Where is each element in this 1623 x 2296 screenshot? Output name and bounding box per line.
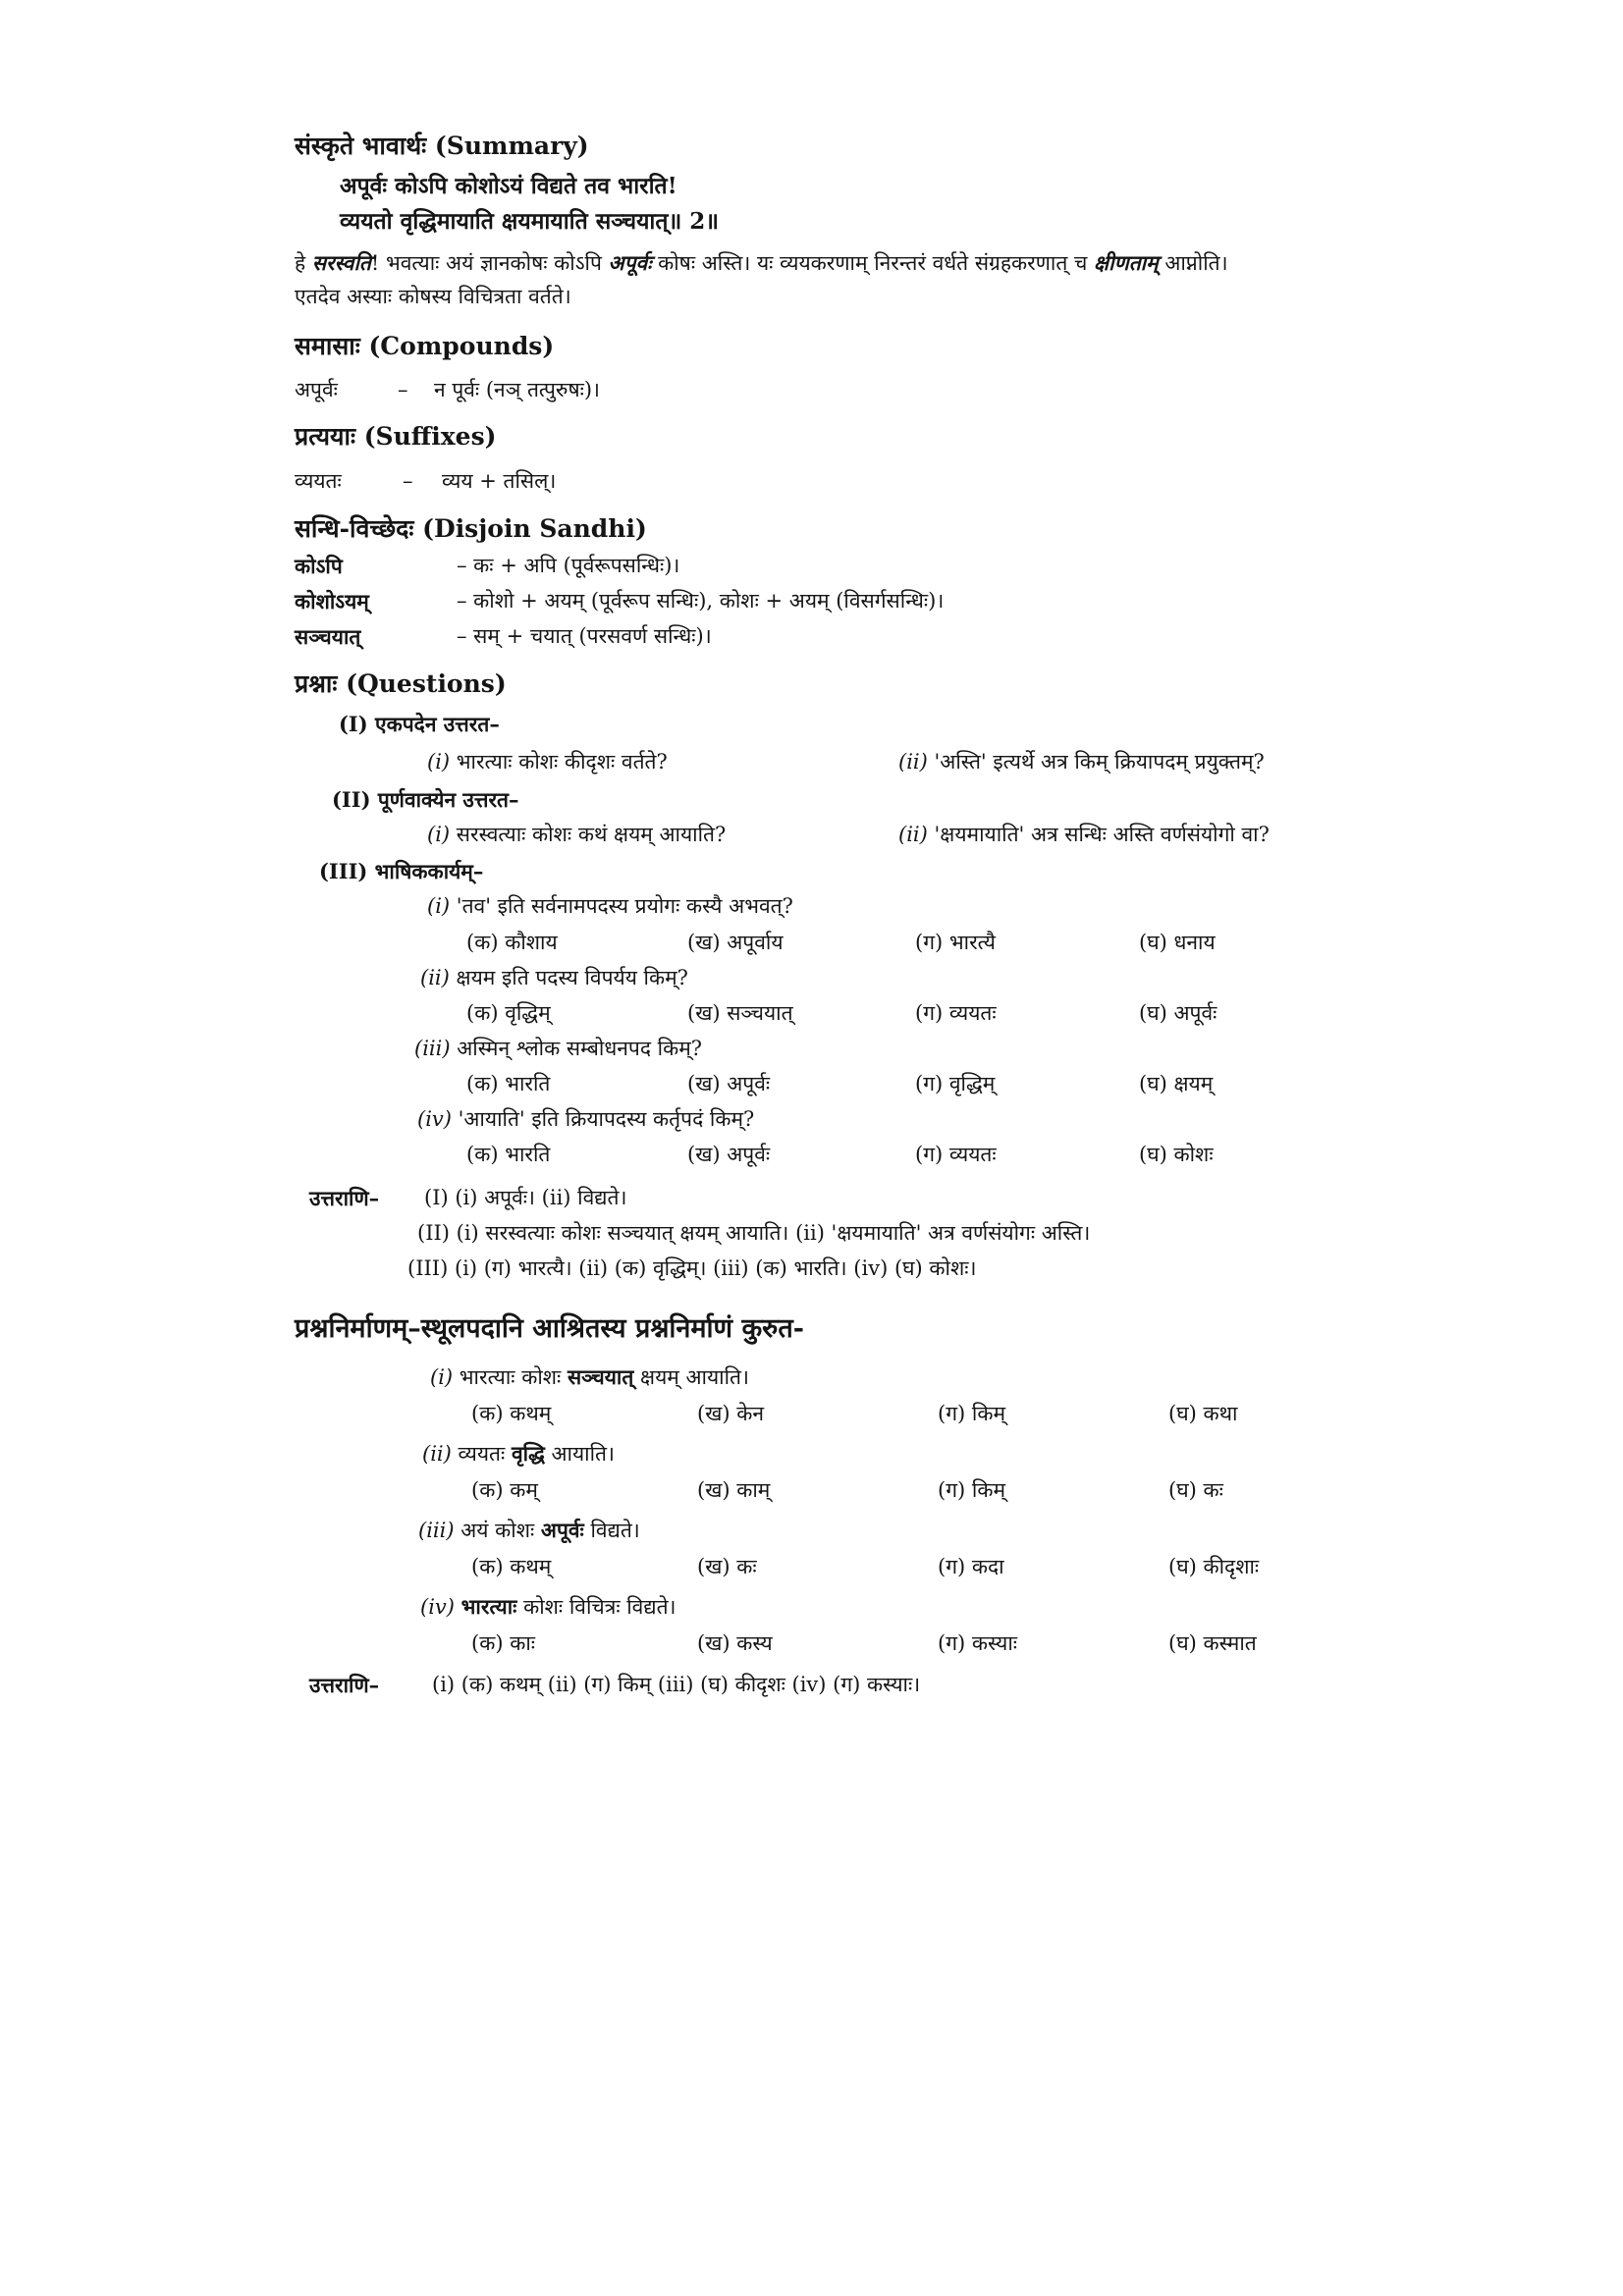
question-number: (iii) (414, 1037, 451, 1060)
compound-value: न पूर्वः (नञ् तत्पुरुषः)। (434, 378, 600, 401)
mcq-option: (ग) किम् (938, 1402, 1006, 1425)
mcq-option: (ख) काम् (697, 1478, 771, 1502)
question-number: (i) (430, 1365, 454, 1389)
suffix-term: व्ययतः (295, 469, 342, 493)
summary-emphasis: सरस्वति (311, 250, 371, 275)
compounds-heading: समासाः (Compounds) (295, 332, 555, 360)
summary-text: आप्नोति। (1158, 251, 1228, 275)
mcq-question (427, 896, 793, 917)
mcq-option: (क) कम् (471, 1478, 538, 1502)
sentence-text: विद्यते। (583, 1519, 640, 1542)
answers-label: उत्तराणि– (309, 1186, 380, 1210)
bold-word: अपूर्वः (540, 1518, 584, 1542)
sandhi-value: – कोशो + अयम् (पूर्वरूप सन्धिः), कोशः + अयम् (विसर्गसन्धिः)। (457, 589, 945, 613)
question-text: क्षयम इति पदस्य विपर्यय किम्? (456, 966, 688, 989)
sandhi-value: – कः + अपि (पूर्वरूपसन्धिः)। (457, 554, 680, 577)
mcq-option: (क) वृद्धिम् (466, 1001, 551, 1025)
sandhi-value: – सम् + चयात् (परसवर्ण सन्धिः)। (457, 624, 712, 648)
sentence-text: भारत्याः कोशः (459, 1365, 568, 1389)
answer-line: (III) (i) (ग) भारत्यै। (ii) (क) वृद्धिम्। (iii) (क) भारति। (iv) (घ) कोशः। (407, 1256, 977, 1280)
questions-heading: प्रश्नाः (Questions) (295, 669, 507, 698)
qgen-sentence (420, 1596, 676, 1618)
mcq-option: (क) भारति (466, 1143, 551, 1166)
sentence-text: कोशः विचित्रः विद्यते। (516, 1595, 676, 1619)
mcq-option: (ग) भारत्यै (915, 931, 996, 954)
compound-term: अपूर्वः (295, 378, 338, 401)
question-line (898, 825, 1270, 845)
summary-emphasis: क्षीणताम् (1094, 250, 1159, 275)
summary-text: हे (295, 251, 312, 275)
mcq-option: (क) कौशाय (466, 931, 558, 954)
mcq-option: (क) कथम् (471, 1402, 552, 1425)
verse-line-1: अपूर्वः कोऽपि कोशोऽयं विद्यते तव भारति! (340, 173, 677, 199)
answer-line: (I) (i) अपूर्वः। (ii) विद्यते। (424, 1186, 627, 1209)
question-text: सरस्वत्याः कोशः कथं क्षयम् आयाति? (456, 823, 727, 846)
qgen-sentence (430, 1366, 749, 1388)
suffix-dash: – (403, 469, 413, 493)
mcq-option: (ग) कस्याः (938, 1631, 1018, 1655)
suffixes-heading: प्रत्ययाः (Suffixes) (295, 422, 497, 451)
suffix-value: व्यय + तसिल्। (442, 469, 557, 493)
question-number: (i) (427, 894, 451, 918)
mcq-option: (ग) किम् (938, 1478, 1006, 1502)
question-number: (iv) (417, 1107, 452, 1131)
qgen-sentence (422, 1443, 615, 1465)
summary-emphasis: अपूर्वः (608, 250, 652, 275)
mcq-option: (ख) अपूर्वः (687, 1143, 771, 1166)
mcq-option: (घ) कस्मात (1168, 1631, 1257, 1655)
summary-heading: संस्कृते भावार्थः (Summary) (295, 132, 589, 160)
question-text: 'आयाति' इति क्रियापदस्य कर्तृपदं किम्? (458, 1107, 755, 1131)
section-3-title: (III) भाषिककार्यम्– (319, 859, 484, 883)
mcq-option: (ख) सञ्चयात् (687, 1001, 793, 1025)
mcq-option: (घ) क्षयम् (1139, 1072, 1214, 1095)
question-text: अस्मिन् श्लोक सम्बोधनपद किम्? (457, 1037, 703, 1060)
bold-word: सञ्चयात् (567, 1364, 634, 1389)
mcq-option: (ग) व्ययतः (915, 1001, 997, 1025)
question-number: (iv) (420, 1595, 455, 1619)
mcq-option: (ख) अपूर्वः (687, 1072, 771, 1095)
mcq-option: (क) कथम् (471, 1555, 552, 1578)
mcq-question (414, 1039, 702, 1059)
question-number: (ii) (422, 1442, 452, 1466)
mcq-option: (ग) वृद्धिम् (915, 1072, 996, 1095)
answer-line: (II) (i) सरस्वत्याः कोशः सञ्चयात् क्षयम् आयाति। (ii) 'क्षयमायाति' अत्र वर्णसंयोगः अस्ति। (417, 1221, 1091, 1245)
question-number: (ii) (898, 823, 928, 846)
section-1-title: (I) एकपदेन उत्तरत– (339, 712, 500, 736)
qgen-answers: (i) (क) कथम् (ii) (ग) किम् (iii) (घ) कीदृशः (iv) (ग) कस्याः। (432, 1673, 921, 1696)
mcq-option: (ग) व्ययतः (915, 1143, 997, 1166)
mcq-option: (घ) कीदृशाः (1168, 1555, 1260, 1578)
verse-line-2: व्ययतो वृद्धिमायाति क्षयमायाति सञ्चयात्॥ 2॥ (340, 208, 720, 235)
question-number: (i) (427, 750, 451, 774)
section-2-title: (II) पूर्णवाक्येन उत्तरत– (332, 787, 519, 812)
compound-dash: – (398, 378, 408, 401)
question-text: भारत्याः कोशः कीदृशः वर्तते? (456, 750, 668, 774)
question-generation-heading: प्रश्ननिर्माणम्–स्थूलपदानि आश्रितस्य प्रश्ननिर्माणं कुरुत- (295, 1313, 804, 1344)
question-text: 'अस्ति' इत्यर्थे अत्र किम् क्रियापदम् प्रयुक्तम्? (934, 750, 1265, 774)
question-number: (ii) (898, 750, 928, 774)
mcq-option: (क) भारति (466, 1072, 551, 1095)
sandhi-heading: सन्धि-विच्छेदः (Disjoin Sandhi) (295, 514, 647, 543)
mcq-option: (घ) अपूर्वः (1139, 1001, 1217, 1025)
mcq-option: (ख) कः (697, 1555, 757, 1578)
summary-text: कोषः अस्ति। यः व्ययकरणाम् निरन्तरं वर्धते संग्रहकरणात् च (651, 251, 1095, 275)
question-number: (iii) (418, 1519, 455, 1542)
mcq-option: (ख) केन (697, 1402, 765, 1425)
question-text: 'तव' इति सर्वनामपदस्य प्रयोगः कस्यै अभवत्? (456, 894, 793, 918)
question-line (427, 752, 668, 773)
summary-paragraph-line-1 (295, 252, 1228, 274)
sentence-text: क्षयम् आयाति। (633, 1365, 749, 1389)
mcq-question (417, 1109, 754, 1130)
mcq-option: (ग) कदा (938, 1555, 1004, 1578)
sentence-text: व्ययतः (458, 1442, 512, 1466)
summary-paragraph-line-2: एतदेव अस्याः कोषस्य विचित्रता वर्तते। (295, 285, 571, 308)
question-line (427, 825, 726, 845)
mcq-option: (क) काः (471, 1631, 535, 1655)
mcq-option: (घ) धनाय (1139, 931, 1216, 954)
sandhi-term: कोशोऽयम् (295, 589, 369, 614)
qgen-answers-label: उत्तराणि– (309, 1673, 380, 1697)
question-number: (i) (427, 823, 451, 846)
mcq-option: (घ) कोशः (1139, 1143, 1214, 1166)
qgen-sentence (418, 1520, 640, 1541)
sandhi-term: सञ्चयात् (295, 624, 361, 649)
mcq-option: (ख) अपूर्वाय (687, 931, 784, 954)
summary-text: ! भवत्याः अयं ज्ञानकोषः कोऽपि (370, 251, 609, 275)
sentence-text: अयं कोशः (460, 1519, 541, 1542)
mcq-option: (ख) कस्य (697, 1631, 773, 1655)
mcq-option: (घ) कः (1168, 1478, 1223, 1502)
sandhi-term: कोऽपि (295, 554, 343, 578)
question-line (898, 752, 1265, 773)
bold-word: भारत्याः (460, 1594, 517, 1619)
question-text: 'क्षयमायाति' अत्र सन्धिः अस्ति वर्णसंयोगो वा? (934, 823, 1270, 846)
question-number: (ii) (420, 966, 450, 989)
bold-word: वृद्धि (511, 1441, 545, 1466)
mcq-question (420, 968, 688, 988)
mcq-option: (घ) कथा (1168, 1402, 1238, 1425)
sentence-text: आयाति। (544, 1442, 615, 1466)
